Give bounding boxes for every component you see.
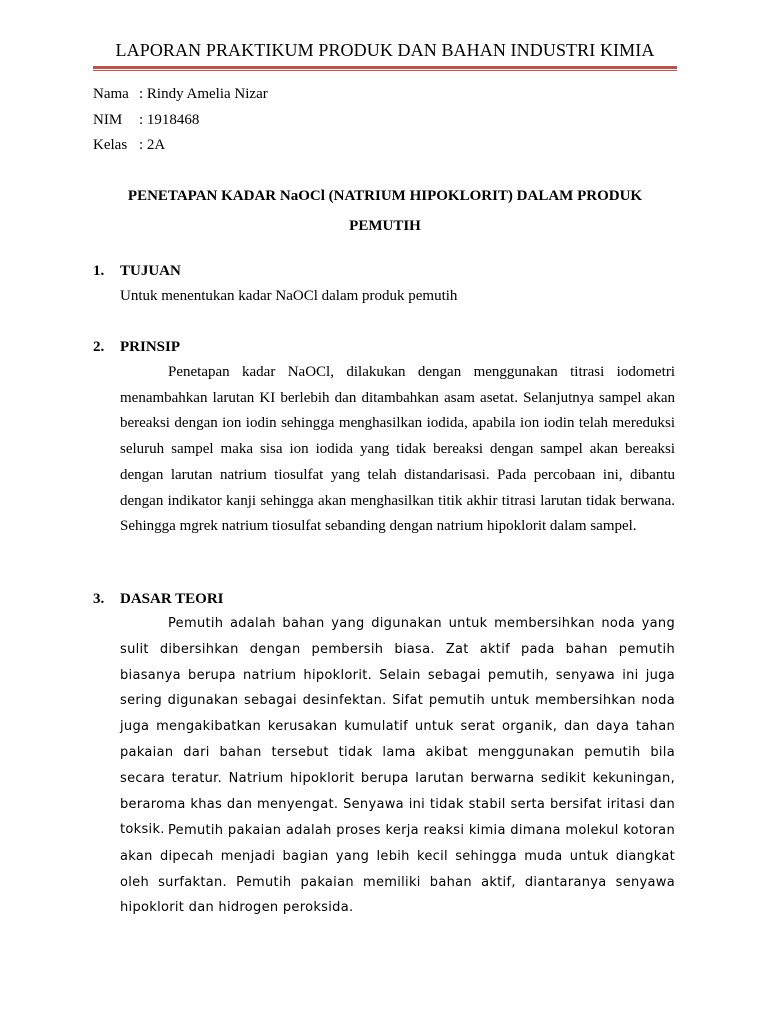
document-title-line-2: PEMUTIH (349, 218, 421, 234)
section-2-heading: PRINSIP (120, 339, 181, 355)
header-divider-thin (93, 70, 677, 71)
student-class-value: : 2A (139, 137, 166, 153)
section-3-number: 3. (93, 591, 105, 607)
section-1-heading: TUJUAN (120, 263, 181, 279)
student-name-row (93, 86, 268, 103)
student-nim-row (93, 112, 199, 129)
section-3-paragraph-1: Pemutih adalah bahan yang digunakan untuk membersihkan noda yang sulit dibersihkan dengan pembersih biasa. Zat aktif pada bahan pemutih biasanya berupa natrium hipoklorit. Selain sebagai pemutih, senyawa ini juga sering digunakan sebagai desinfektan. Sifat pemutih untuk membersihkan noda juga mengakibatkan kerusakan kumulatif untuk serat organik, dan daya tahan pakaian dari bahan tersebut tidak lama akibat menggunakan pemutih bila secara teratur. Natrium hipoklorit berupa larutan berwarna sedikit kekuningan, beraroma khas dan menyengat. Senyawa ini tidak stabil serta bersifat iritasi dan toksik. (120, 616, 675, 838)
section-3-paragraph-2: Pemutih pakaian adalah proses kerja reaksi kimia dimana molekul kotoran akan dipecah menjadi bagian yang lebih kecil sehingga muda untuk diangkat oleh surfaktan. Pemutih pakaian memiliki bahan aktif, diantaranya senyawa hipoklorit dan hidrogen peroksida. (120, 823, 675, 916)
header-divider-thick (93, 66, 677, 69)
student-name-value: : Rindy Amelia Nizar (139, 86, 268, 102)
section-1-number: 1. (93, 263, 105, 279)
student-name-label: Nama (93, 86, 129, 102)
header-divider (93, 66, 677, 72)
student-class-label: Kelas (93, 137, 128, 153)
section-2-number: 2. (93, 339, 105, 355)
page-header-title: LAPORAN PRAKTIKUM PRODUK DAN BAHAN INDUSTRI KIMIA (115, 40, 655, 60)
section-3-heading: DASAR TEORI (120, 591, 224, 607)
section-1-text: Untuk menentukan kadar NaOCl dalam produk pemutih (120, 288, 458, 304)
student-nim-value: : 1918468 (139, 112, 200, 128)
document-title (93, 181, 677, 241)
student-class-row (93, 137, 165, 154)
section-2-paragraph: Penetapan kadar NaOCl, dilakukan dengan menggunakan titrasi iodometri menambahkan larutan KI berlebih dan ditambahkan asam asetat. Selanjutnya sampel akan bereaksi dengan ion iodin sehingga menghasilkan iodida, apabila ion iodin telah mereduksi seluruh sampel maka sisa ion iodida yang tidak bereaksi dengan sampel akan bereaksi dengan larutan natrium tiosulfat yang telah distandarisasi. Pada percobaan ini, dibantu dengan indikator kanji sehingga akan menghasilkan titik akhir titrasi larutan tidak berwana. Sehingga mgrek natrium tiosulfat sebanding dengan natrium hipoklorit dalam sampel. (120, 364, 675, 535)
document-title-line-1: PENETAPAN KADAR NaOCl (NATRIUM HIPOKLORIT) DALAM PRODUK (127, 188, 643, 204)
student-nim-label: NIM (93, 112, 123, 128)
